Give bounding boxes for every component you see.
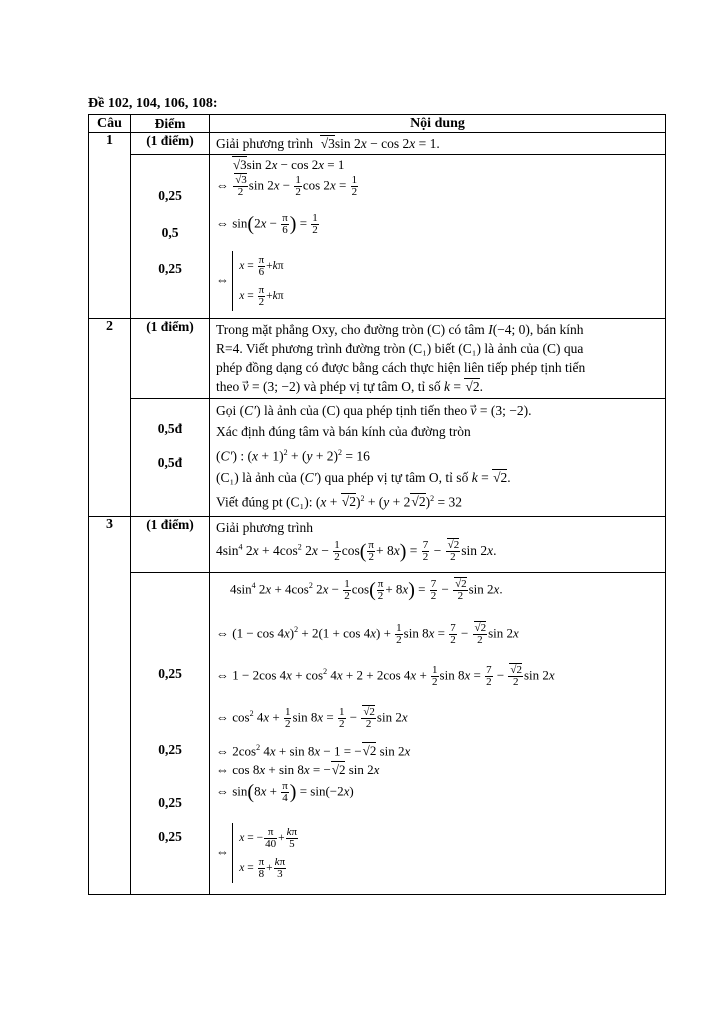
q3-equation: $4\sin^4$ $2x + 4\cos^2$ 2x − $\frac{1}{2}$ cos( $\frac{\pi}{2}$ + 8x) = $\frac{7}{2}$ − √ $\frac{2}{2}$ sin 2x. (216, 543, 496, 558)
q3-points: (1 điểm) (131, 517, 210, 573)
score: 0,25 (158, 188, 182, 203)
q2-scores (131, 399, 210, 517)
q3-prompt: Giải phương trình $4\sin^4$ $2x + 4\cos^2$ 2x − $\frac{1}{2}$ cos( $\frac{\pi}{2}$ + 8x) = $\frac{7}{2}$ − √ $\frac{2}{2}$ sin 2x. (210, 517, 666, 573)
table-row (89, 155, 666, 319)
table-header-row (89, 115, 666, 133)
q2-points: (1 điểm) (131, 319, 210, 399)
q1-scores (131, 155, 210, 319)
answer-table (88, 114, 666, 895)
q2-prompt: Trong mặt phẳng Oxy, cho đường tròn (C) có tâm I(−4; 0), bán kính R=4. Viết phương trình đường tròn (C₁) biết (C₁) là ảnh của (C) qua phép đồng dạng có được bằng cách thực hiện liên tiếp phép tịnh tiến theo v⃗ = (3; −2) và phép vị tự tâm O, tỉ số k = √ 2. (210, 319, 666, 399)
q3-number: 3 (89, 517, 131, 895)
score: 0,25 (158, 795, 182, 810)
score: 0,25 (158, 829, 182, 844)
exam-heading: Đề 102, 104, 106, 108: (88, 96, 218, 111)
q1-solution: √ 3sin 2x − cos 2x = 1 ⇔ √ $\frac{3}{2}$ sin 2x − $\frac{1}{2}$ cos 2x = $\frac{1}{2}$ ⇔ sin(2x − $\frac{\pi}{6}$ ) = $\frac{1}{2}$ ⇔ x = $\frac{\pi}{6}$ + k π x = $\frac{\pi}{2}$ + k π (210, 155, 666, 319)
header-content: Nội dung (210, 115, 666, 133)
score: 0,25 (158, 666, 182, 681)
q2-solution: Gọi (C′) là ảnh của (C) qua phép tịnh tiến theo v⃗ = (3; −2). Xác định đúng tâm và bán kính của đường tròn (C′) : $(x + 1)^2 + (y + 2)^2 = 16$ (C₁) là ảnh của (C′) qua phép vị tự tâm O, tỉ số k = √ 2. Viết đúng pt (C₁): (x + √ 2)$^2$ + (y + 2√ 2)$^2$ = 32 (210, 399, 666, 517)
q1-points: (1 điểm) (131, 133, 210, 155)
table-row (89, 133, 666, 155)
table-row (89, 399, 666, 517)
table-row (89, 573, 666, 895)
score: 0,5đ (157, 455, 183, 470)
q1-prompt: Giải phương trình √ 3sin 2x − cos 2x = 1. (210, 133, 666, 155)
q3-scores (131, 573, 210, 895)
q1-equation: √ 3sin 2x − cos 2x = 1. (320, 135, 440, 151)
table-row (89, 517, 666, 573)
score: 0,5đ (157, 421, 183, 436)
header-points: Điểm (131, 115, 210, 133)
header-question: Câu (89, 115, 131, 133)
table-row (89, 319, 666, 399)
score: 0,5 (161, 225, 179, 240)
score: 0,25 (158, 261, 182, 276)
q1-number: 1 (89, 133, 131, 319)
q2-number: 2 (89, 319, 131, 517)
q3-solution: $4\sin^4$ $2x + 4\cos^2$ 2x − $\frac{1}{2}$ cos( $\frac{\pi}{2}$ + 8x) = $\frac{7}{2}$ − √ $\frac{2}{2}$ sin 2x. ⇔ $(1 - \cos 4x)^2 + 2(1 + \cos 4x)$ + $\frac{1}{2}$ sin 8x = $\frac{7}{2}$ − √ $\frac{2}{2}$ sin 2x ⇔ 1 − 2cos $4x + \cos^2 4x + 2 + 2\cos$ 4x + $\frac{1}{2}$ sin 8x = $\frac{7}{2}$ − √ $\frac{2}{2}$ sin 2x ⇔ $\cos^2 4x$ + $\frac{1}{2}$ sin 8x = $\frac{1}{2}$ − √ $\frac{2}{2}$ sin 2x ⇔ $2\cos^2$ 4x + sin 8x − 1 = −√ 2 sin 2x ⇔ cos 8x + sin 8x = −√ 2 sin 2x ⇔ sin(8x + $\frac{\pi}{4}$ ) = sin(−2x) ⇔ x = − $\frac{\pi}{40}$ + $\frac{k\pi}{5}$ x = $\frac{\pi}{8}$ + $\frac{k\pi}{3}$ (210, 573, 666, 895)
score: 0,25 (158, 742, 182, 757)
